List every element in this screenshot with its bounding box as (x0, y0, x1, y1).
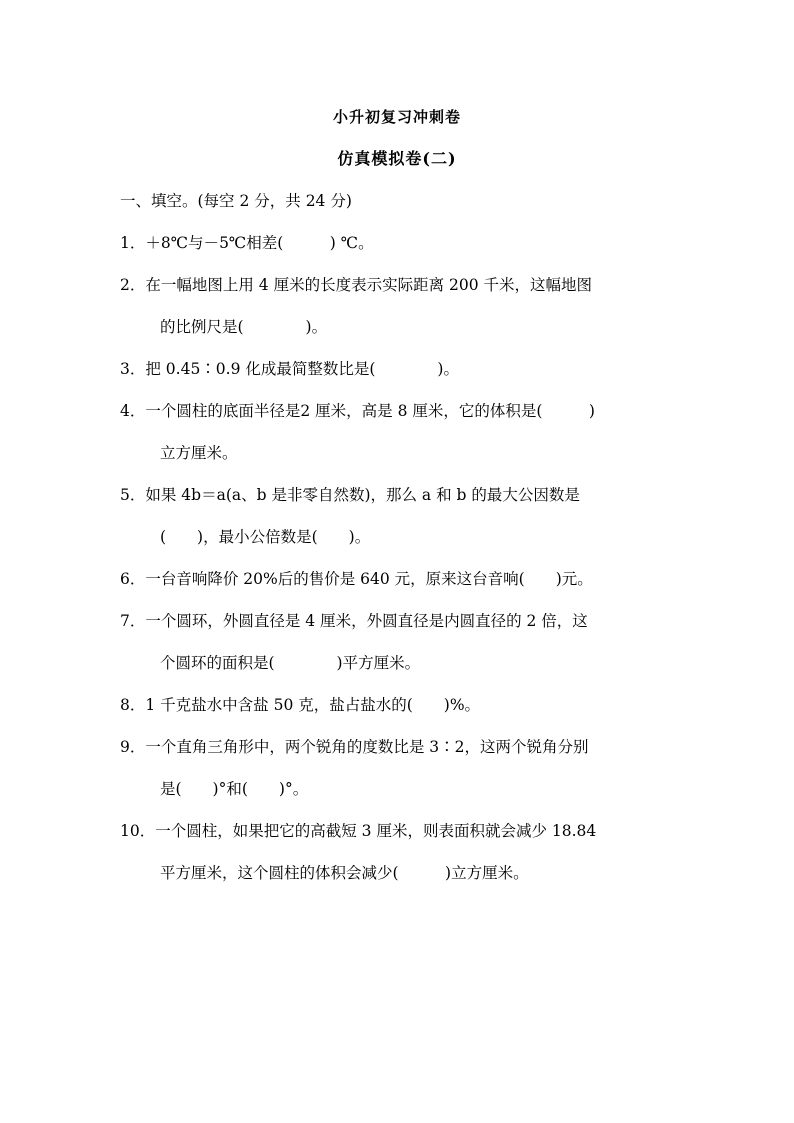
question-9-continued: 是( )°和( )°。 (160, 780, 309, 798)
question-7: 7．一个圆环，外圆直径是 4 厘米，外圆直径是内圆直径的 2 倍，这 (120, 612, 588, 630)
page-subtitle: 仿真模拟卷(二) (337, 149, 457, 168)
question-6: 6．一台音响降价 20%后的售价是 640 元，原来这台音响( )元。 (120, 570, 593, 588)
question-2-continued: 的比例尺是( )。 (160, 318, 328, 336)
section-heading: 一、填空。(每空 2 分，共 24 分) (120, 192, 352, 210)
question-10-continued: 平方厘米，这个圆柱的体积会减少( )立方厘米。 (160, 864, 529, 882)
question-1: 1．＋8℃与－5℃相差( ) ℃。 (120, 234, 374, 252)
question-10: 10．一个圆柱，如果把它的高截短 3 厘米，则表面积就会减少 18.84 (120, 822, 597, 840)
question-3: 3．把 0.45∶0.9 化成最简整数比是( )。 (120, 360, 459, 378)
question-7-continued: 个圆环的面积是( )平方厘米。 (160, 654, 421, 672)
question-4: 4．一个圆柱的底面半径是2 厘米，高是 8 厘米，它的体积是( ) (120, 402, 595, 420)
question-9: 9．一个直角三角形中，两个锐角的度数比是 3∶2，这两个锐角分别 (120, 738, 589, 756)
question-4-continued: 立方厘米。 (160, 444, 238, 462)
question-5: 5．如果 4b＝a(a、b 是非零自然数)，那么 a 和 b 的最大公因数是 (120, 486, 580, 504)
question-2: 2．在一幅地图上用 4 厘米的长度表示实际距离 200 千米，这幅地图 (120, 276, 593, 294)
page-title: 小升初复习冲刺卷 (332, 108, 461, 126)
question-8: 8．1 千克盐水中含盐 50 克，盐占盐水的( )%。 (120, 696, 481, 714)
question-5-continued: ( )，最小公倍数是( )。 (160, 528, 371, 546)
